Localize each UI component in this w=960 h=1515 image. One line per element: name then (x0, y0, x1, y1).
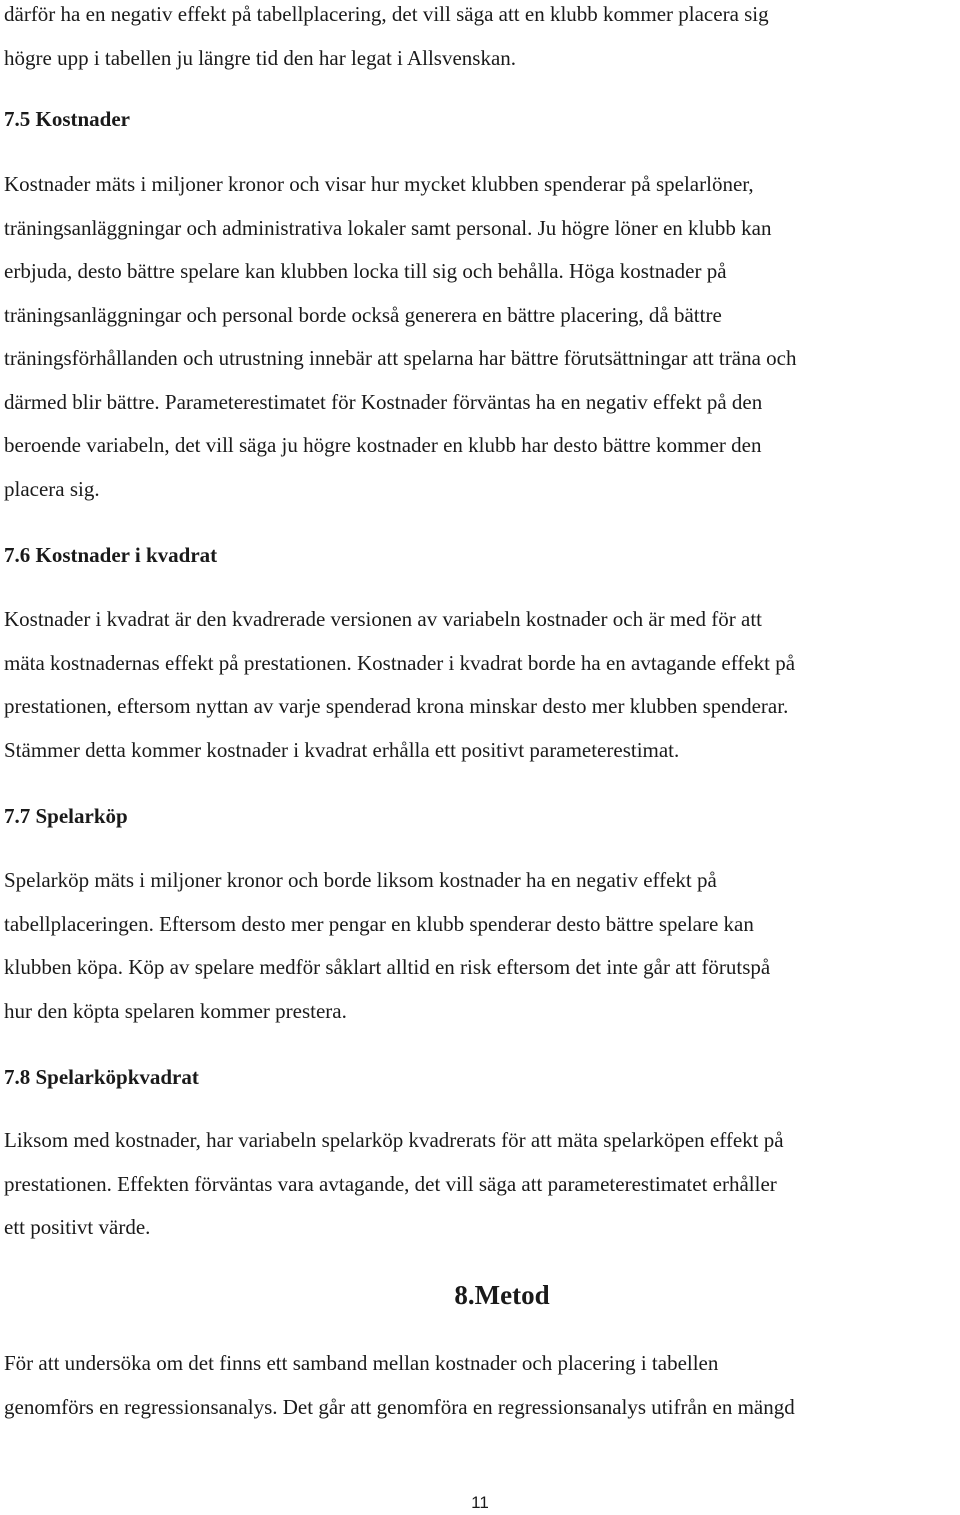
text-line: beroende variabeln, det vill säga ju högre kostnader en klubb har desto bättre kommer den (4, 433, 762, 457)
text-line: Kostnader i kvadrat är den kvadrerade versionen av variabeln kostnader och är med för att (4, 607, 763, 631)
text-line: ett positivt värde. (4, 1215, 151, 1239)
paragraph-7-5 (4, 163, 796, 511)
text-line: träningsförhållanden och utrustning innebär att spelarna har bättre förutsättningar att träna och (4, 346, 797, 370)
paragraph-8 (4, 1342, 795, 1429)
text-line: placera sig. (4, 476, 100, 501)
text-line: Spelarköp mäts i miljoner kronor och borde liksom kostnader ha en negativ effekt på (4, 868, 717, 892)
text-line: träningsanläggningar och administrativa lokaler samt personal. Ju högre löner en klubb kan (4, 215, 772, 240)
text-line: Stämmer detta kommer kostnader i kvadrat erhålla ett positivt parameterestimat. (4, 737, 680, 762)
chapter-heading-8: 8.Metod (454, 1280, 550, 1310)
document-page (4, 0, 958, 1515)
text-line: prestationen. Effekten förväntas vara avtagande, det vill säga att parameterestimatet erhåller (4, 1171, 777, 1196)
text-line: För att undersöka om det finns ett samband mellan kostnader och placering i tabellen (4, 1351, 719, 1375)
page-number: 11 (471, 1493, 489, 1512)
text-line: därmed blir bättre. Parameterestimatet för Kostnader förväntas ha en negativ effekt på den (4, 389, 763, 414)
section-heading-7-7: 7.7 Spelarköp (4, 804, 128, 828)
text-line: tabellplaceringen. Eftersom desto mer pengar en klubb spenderar desto bättre spelare kan (4, 911, 754, 936)
text-line: högre upp i tabellen ju längre tid den har legat i Allsvenskan. (4, 45, 517, 70)
section-heading-7-8: 7.8 Spelarköpkvadrat (4, 1065, 199, 1089)
text-line: Liksom med kostnader, har variabeln spelarköp kvadrerats för att mäta spelarköpen effekt på (4, 1128, 784, 1152)
text-line: Kostnader mäts i miljoner kronor och visar hur mycket klubben spenderar på spelarlöner, (4, 172, 754, 196)
intro-paragraph (4, 0, 769, 80)
section-heading-7-6: 7.6 Kostnader i kvadrat (4, 543, 218, 567)
text-line: därför ha en negativ effekt på tabellplacering, det vill säga att en klubb kommer placera sig (4, 2, 769, 26)
paragraph-7-8 (4, 1119, 784, 1250)
section-heading-7-5: 7.5 Kostnader (4, 107, 130, 131)
paragraph-7-7 (4, 859, 770, 1033)
text-line: klubben köpa. Köp av spelare medför såklart alltid en risk eftersom det inte går att förutspå (4, 955, 771, 979)
text-line: genomförs en regressionsanalys. Det går att genomföra en regressionsanalys utifrån en mängd (4, 1394, 795, 1419)
text-line: prestationen, eftersom nyttan av varje spenderad krona minskar desto mer klubben spenderar. (4, 694, 789, 718)
text-line: erbjuda, desto bättre spelare kan klubben locka till sig och behålla. Höga kostnader på (4, 259, 727, 283)
text-line: hur den köpta spelaren kommer prestera. (4, 998, 347, 1023)
text-line: träningsanläggningar och personal borde också generera en bättre placering, då bättre (4, 302, 722, 327)
text-line: mäta kostnadernas effekt på prestationen. Kostnader i kvadrat borde ha en avtagande effekt på (4, 650, 796, 675)
paragraph-7-6 (4, 598, 795, 772)
